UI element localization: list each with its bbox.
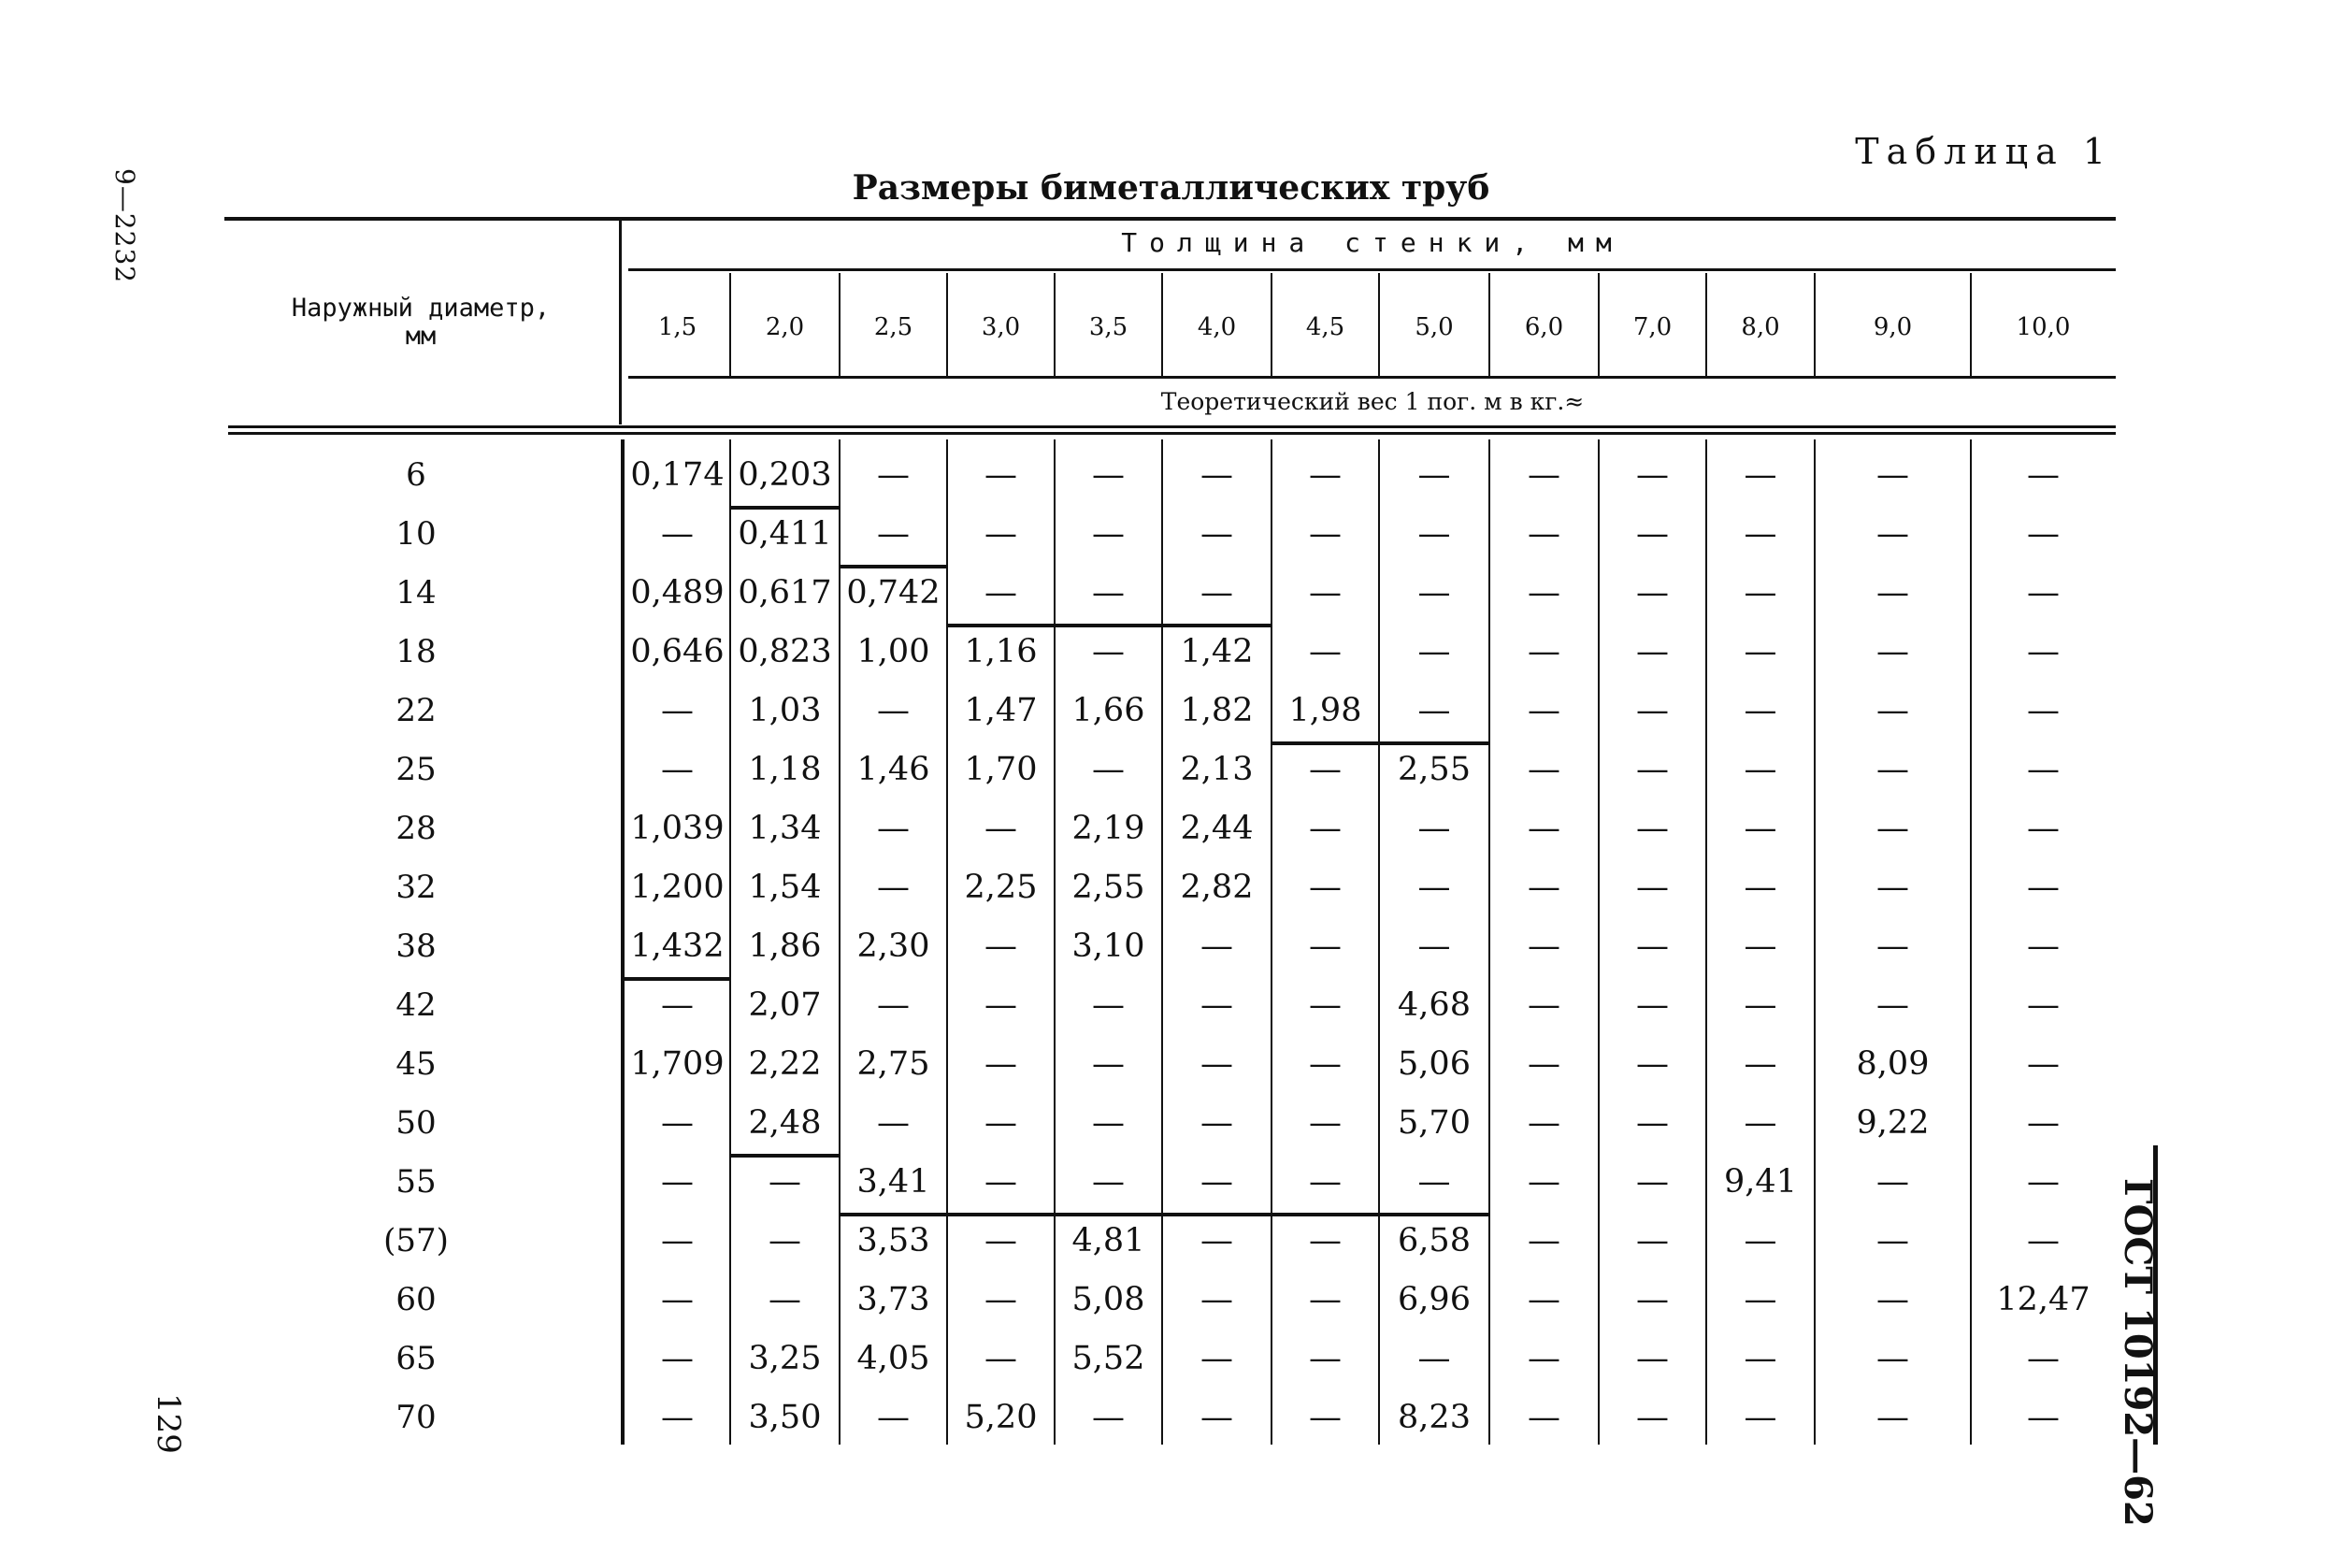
- weight-cell: 3,53: [856, 1222, 930, 1259]
- weight-cell: —: [1876, 456, 1909, 494]
- weight-cell: 0,823: [738, 633, 832, 670]
- weight-cell: 0,489: [630, 574, 725, 611]
- weight-cell: —: [1309, 869, 1342, 906]
- weight-cell: 0,411: [738, 515, 832, 553]
- thickness-label: 10,0: [2016, 313, 2071, 341]
- weight-cell: —: [1092, 456, 1125, 494]
- thickness-divider: [1598, 273, 1600, 376]
- weight-cell: —: [984, 1222, 1017, 1259]
- weight-cell: —: [1417, 1340, 1451, 1377]
- weight-cell: —: [1636, 1340, 1669, 1377]
- weight-cell: 3,10: [1071, 928, 1145, 965]
- weight-cell: —: [1092, 1104, 1125, 1142]
- boundary-rule: [1272, 741, 1489, 745]
- thickness-divider: [839, 273, 841, 376]
- weight-cell: —: [1744, 456, 1777, 494]
- weight-cell: 0,617: [738, 574, 832, 611]
- weight-cell: —: [1528, 1045, 1560, 1083]
- thickness-label: 5,0: [1415, 313, 1454, 341]
- weight-cell: —: [1744, 1281, 1777, 1318]
- weight-cell: 2,07: [748, 986, 822, 1024]
- weight-cell: —: [1200, 1281, 1233, 1318]
- weight-cell: —: [1876, 810, 1909, 847]
- boundary-rule: [840, 565, 947, 568]
- weight-cell: —: [1309, 1045, 1342, 1083]
- weight-cell: 5,70: [1398, 1104, 1471, 1142]
- boundary-rule: [625, 977, 730, 981]
- thickness-label: 4,0: [1197, 313, 1237, 341]
- weight-cell: —: [1417, 456, 1451, 494]
- weight-cell: —: [1744, 1399, 1777, 1436]
- weight-cell: —: [2027, 574, 2060, 611]
- weight-cell: —: [2027, 1340, 2060, 1377]
- weight-cell: —: [1744, 810, 1777, 847]
- weight-cell: 2,44: [1180, 810, 1254, 847]
- weight-cell: —: [1744, 751, 1777, 788]
- weight-cell: 8,23: [1398, 1399, 1471, 1436]
- weight-cell: —: [1636, 928, 1669, 965]
- weight-cell: —: [1092, 1399, 1125, 1436]
- weight-cell: 12,47: [1996, 1281, 2091, 1318]
- weight-cell: —: [661, 1281, 694, 1318]
- weight-cell: —: [877, 1399, 910, 1436]
- weight-cell: —: [1417, 810, 1451, 847]
- weight-cell: —: [1744, 986, 1777, 1024]
- weight-cell: 2,19: [1071, 810, 1145, 847]
- diameter-value: (57): [383, 1222, 449, 1259]
- weight-cell: —: [1417, 692, 1451, 729]
- weight-cell: —: [1876, 1163, 1909, 1201]
- weight-cell: —: [2027, 1399, 2060, 1436]
- thickness-label: 2,0: [765, 313, 805, 341]
- thickness-divider: [729, 273, 731, 376]
- weight-cell: 1,16: [964, 633, 1038, 670]
- weight-cell: 5,08: [1071, 1281, 1145, 1318]
- header-divider: [619, 221, 622, 424]
- weight-cell: —: [984, 1340, 1017, 1377]
- weight-cell: —: [1744, 869, 1777, 906]
- weight-cell: —: [1309, 1104, 1342, 1142]
- weight-cell: —: [1528, 1104, 1560, 1142]
- weight-header: Теоретический вес 1 пог. м в кг.≈: [1160, 388, 1585, 415]
- weight-cell: —: [1309, 515, 1342, 553]
- weight-cell: —: [1528, 1163, 1560, 1201]
- weight-cell: —: [1528, 574, 1560, 611]
- weight-cell: 0,203: [738, 456, 832, 494]
- weight-cell: —: [1744, 1340, 1777, 1377]
- boundary-rule: [730, 506, 840, 510]
- weight-cell: —: [1092, 633, 1125, 670]
- weight-cell: —: [769, 1222, 801, 1259]
- thickness-divider: [1054, 273, 1056, 376]
- weight-cell: —: [1417, 1163, 1451, 1201]
- diameter-value: 32: [395, 869, 437, 906]
- weight-cell: 1,709: [630, 1045, 725, 1083]
- diameter-value: 50: [395, 1104, 437, 1142]
- diameter-value: 45: [395, 1045, 437, 1083]
- weight-cell: —: [1309, 1163, 1342, 1201]
- weight-cell: 3,25: [748, 1340, 822, 1377]
- weight-cell: —: [1744, 574, 1777, 611]
- weight-cell: —: [1636, 692, 1669, 729]
- weight-cell: —: [1092, 574, 1125, 611]
- wall-header-rule: [628, 268, 2116, 271]
- weight-cell: —: [877, 810, 910, 847]
- boundary-rule: [947, 624, 1272, 627]
- weight-cell: —: [1876, 1281, 1909, 1318]
- wall-thickness-header: Толщина стенки, мм: [1121, 227, 1624, 258]
- weight-cell: 6,58: [1398, 1222, 1471, 1259]
- weight-cell: —: [1528, 456, 1560, 494]
- weight-cell: —: [1417, 928, 1451, 965]
- diameter-value: 14: [395, 574, 437, 611]
- weight-cell: —: [1200, 515, 1233, 553]
- weight-cell: —: [1200, 928, 1233, 965]
- weight-cell: 9,22: [1856, 1104, 1930, 1142]
- weight-cell: 2,55: [1398, 751, 1471, 788]
- weight-cell: —: [1744, 1104, 1777, 1142]
- weight-cell: —: [984, 928, 1017, 965]
- weight-cell: 1,00: [856, 633, 930, 670]
- weight-cell: —: [1528, 986, 1560, 1024]
- weight-cell: —: [2027, 810, 2060, 847]
- diameter-value: 65: [395, 1340, 437, 1377]
- weight-cell: —: [984, 1045, 1017, 1083]
- weight-cell: —: [1636, 1045, 1669, 1083]
- weight-cell: —: [984, 515, 1017, 553]
- weight-cell: —: [1200, 574, 1233, 611]
- thickness-label: 1,5: [657, 313, 697, 341]
- weight-cell: —: [877, 456, 910, 494]
- diameter-value: 18: [395, 633, 437, 670]
- weight-cell: —: [877, 869, 910, 906]
- standard-code: ГОСТ 10192—62: [2116, 1178, 2160, 1527]
- weight-cell: —: [984, 1163, 1017, 1201]
- weight-cell: —: [1309, 456, 1342, 494]
- weight-cell: —: [1636, 1281, 1669, 1318]
- weight-cell: —: [1528, 1222, 1560, 1259]
- weight-cell: —: [1528, 633, 1560, 670]
- diameter-value: 55: [395, 1163, 437, 1201]
- weight-cell: —: [1636, 633, 1669, 670]
- diameter-value: 22: [395, 692, 437, 729]
- weight-cell: 4,81: [1071, 1222, 1145, 1259]
- diameter-value: 10: [395, 515, 437, 553]
- weight-cell: —: [2027, 1045, 2060, 1083]
- weight-cell: —: [661, 1340, 694, 1377]
- weight-cell: —: [661, 1104, 694, 1142]
- thickness-label: 3,0: [981, 313, 1021, 341]
- weight-cell: —: [1309, 928, 1342, 965]
- weight-cell: —: [1876, 692, 1909, 729]
- diameter-value: 25: [395, 751, 437, 788]
- weight-cell: —: [1309, 1340, 1342, 1377]
- thickness-label: 4,5: [1305, 313, 1345, 341]
- weight-cell: —: [1636, 869, 1669, 906]
- weight-cell: —: [1636, 810, 1669, 847]
- weight-cell: —: [1200, 1163, 1233, 1201]
- weight-cell: —: [2027, 1222, 2060, 1259]
- diameter-header: [234, 295, 608, 351]
- weight-cell: —: [1876, 986, 1909, 1024]
- weight-cell: 2,48: [748, 1104, 822, 1142]
- weight-cell: 5,52: [1071, 1340, 1145, 1377]
- weight-cell: 0,174: [630, 456, 725, 494]
- weight-cell: —: [877, 515, 910, 553]
- weight-cell: —: [1092, 515, 1125, 553]
- thickness-divider: [1488, 273, 1490, 376]
- weight-cell: —: [2027, 751, 2060, 788]
- weight-cell: —: [1876, 928, 1909, 965]
- weight-cell: —: [1309, 633, 1342, 670]
- weight-cell: —: [1876, 574, 1909, 611]
- weight-cell: —: [661, 1222, 694, 1259]
- diameter-value: 42: [395, 986, 437, 1024]
- weight-cell: —: [661, 1163, 694, 1201]
- weight-cell: —: [1200, 1104, 1233, 1142]
- weight-cell: —: [1417, 869, 1451, 906]
- thickness-divider: [1705, 273, 1707, 376]
- weight-cell: —: [1528, 1399, 1560, 1436]
- weight-cell: 3,50: [748, 1399, 822, 1436]
- weight-cell: —: [2027, 869, 2060, 906]
- weight-cell: —: [1876, 515, 1909, 553]
- thickness-label: 3,5: [1088, 313, 1128, 341]
- weight-cell: —: [1876, 1399, 1909, 1436]
- header-bottom-rule-2: [228, 432, 2116, 435]
- weight-cell: —: [1200, 456, 1233, 494]
- weight-cell: —: [1092, 1163, 1125, 1201]
- diameter-value: 70: [395, 1399, 437, 1436]
- thickness-divider: [1814, 273, 1816, 376]
- weight-cell: 2,22: [748, 1045, 822, 1083]
- weight-cell: 9,41: [1724, 1163, 1797, 1201]
- boundary-rule: [730, 1154, 840, 1158]
- weight-cell: —: [1528, 869, 1560, 906]
- weight-cell: —: [1309, 810, 1342, 847]
- weight-cell: —: [661, 1399, 694, 1436]
- weight-cell: —: [1528, 692, 1560, 729]
- weight-cell: —: [1636, 1222, 1669, 1259]
- weight-cell: —: [2027, 515, 2060, 553]
- weight-cell: —: [2027, 692, 2060, 729]
- weight-cell: 1,82: [1180, 692, 1254, 729]
- weight-cell: 1,47: [964, 692, 1038, 729]
- weight-cell: —: [1636, 986, 1669, 1024]
- weight-cell: —: [1309, 986, 1342, 1024]
- thickness-divider: [1378, 273, 1380, 376]
- weight-cell: —: [1309, 1222, 1342, 1259]
- weight-cell: —: [984, 1104, 1017, 1142]
- weight-cell: 6,96: [1398, 1281, 1471, 1318]
- weight-cell: —: [1417, 515, 1451, 553]
- thickness-label: 2,5: [873, 313, 913, 341]
- weight-cell: —: [1092, 986, 1125, 1024]
- weight-cell: —: [769, 1281, 801, 1318]
- diameter-value: 60: [395, 1281, 437, 1318]
- weight-cell: —: [1309, 574, 1342, 611]
- weight-cell: —: [984, 574, 1017, 611]
- weight-cell: 1,432: [630, 928, 725, 965]
- weight-cell: 5,06: [1398, 1045, 1471, 1083]
- weight-cell: —: [661, 515, 694, 553]
- weight-cell: —: [769, 1163, 801, 1201]
- weight-cell: —: [661, 751, 694, 788]
- table-label: Таблица 1: [1855, 131, 2113, 172]
- weight-cell: 2,25: [964, 869, 1038, 906]
- weight-cell: 2,55: [1071, 869, 1145, 906]
- weight-cell: 1,46: [856, 751, 930, 788]
- weight-cell: —: [1636, 1399, 1669, 1436]
- weight-cell: 1,200: [630, 869, 725, 906]
- weight-cell: —: [1876, 751, 1909, 788]
- thickness-divider: [1271, 273, 1272, 376]
- thickness-divider: [946, 273, 948, 376]
- weight-cell: —: [1744, 692, 1777, 729]
- weight-cell: —: [1309, 1281, 1342, 1318]
- weight-cell: —: [2027, 928, 2060, 965]
- weight-cell: —: [877, 986, 910, 1024]
- weight-cell: —: [1200, 1340, 1233, 1377]
- weight-cell: 2,82: [1180, 869, 1254, 906]
- weight-cell: —: [1200, 1045, 1233, 1083]
- diameter-header-line2: мм: [405, 322, 437, 351]
- weight-cell: —: [661, 692, 694, 729]
- weight-cell: 8,09: [1856, 1045, 1930, 1083]
- weight-cell: 3,41: [856, 1163, 930, 1201]
- weight-cell: —: [1309, 751, 1342, 788]
- weight-cell: 5,20: [964, 1399, 1038, 1436]
- weight-cell: —: [1528, 515, 1560, 553]
- weight-cell: —: [1309, 1399, 1342, 1436]
- table-top-rule: [224, 217, 2116, 221]
- weight-cell: 1,70: [964, 751, 1038, 788]
- weight-cell: —: [1200, 1222, 1233, 1259]
- thickness-row-rule: [628, 376, 2116, 379]
- weight-cell: —: [1636, 1104, 1669, 1142]
- weight-cell: —: [1092, 1045, 1125, 1083]
- weight-cell: —: [1528, 810, 1560, 847]
- weight-cell: —: [1876, 633, 1909, 670]
- weight-cell: —: [1876, 869, 1909, 906]
- weight-cell: —: [984, 1281, 1017, 1318]
- weight-cell: —: [984, 456, 1017, 494]
- weight-cell: —: [1528, 751, 1560, 788]
- diameter-header-line1: Наружный диаметр,: [291, 294, 551, 323]
- weight-cell: 0,646: [630, 633, 725, 670]
- weight-cell: —: [2027, 986, 2060, 1024]
- weight-cell: 1,34: [748, 810, 822, 847]
- weight-cell: —: [984, 810, 1017, 847]
- weight-cell: 3,73: [856, 1281, 930, 1318]
- weight-cell: —: [877, 692, 910, 729]
- weight-cell: 1,98: [1288, 692, 1362, 729]
- thickness-label: 8,0: [1741, 313, 1780, 341]
- weight-cell: 1,66: [1071, 692, 1145, 729]
- weight-cell: 1,03: [748, 692, 822, 729]
- weight-cell: —: [2027, 456, 2060, 494]
- weight-cell: 1,54: [748, 869, 822, 906]
- diameter-value: 28: [395, 810, 437, 847]
- weight-cell: 2,75: [856, 1045, 930, 1083]
- diameter-value: 6: [406, 456, 426, 494]
- weight-cell: —: [1092, 751, 1125, 788]
- weight-cell: 0,742: [846, 574, 941, 611]
- weight-cell: —: [1876, 1340, 1909, 1377]
- table-title: Размеры биметаллических труб: [852, 168, 1490, 208]
- weight-cell: —: [1528, 1340, 1560, 1377]
- weight-cell: —: [1200, 1399, 1233, 1436]
- weight-cell: —: [1744, 1045, 1777, 1083]
- sheet-code: 9—2232: [109, 168, 140, 284]
- weight-cell: 2,13: [1180, 751, 1254, 788]
- weight-cell: —: [1417, 574, 1451, 611]
- weight-cell: —: [984, 986, 1017, 1024]
- weight-cell: 1,42: [1180, 633, 1254, 670]
- weight-cell: —: [1744, 928, 1777, 965]
- thickness-divider: [1970, 273, 1972, 376]
- weight-cell: —: [661, 986, 694, 1024]
- weight-cell: —: [1200, 986, 1233, 1024]
- weight-cell: —: [1636, 1163, 1669, 1201]
- weight-cell: —: [1636, 515, 1669, 553]
- weight-cell: —: [1528, 1281, 1560, 1318]
- weight-cell: —: [2027, 1163, 2060, 1201]
- thickness-divider: [1161, 273, 1163, 376]
- thickness-label: 7,0: [1632, 313, 1673, 341]
- weight-cell: —: [877, 1104, 910, 1142]
- weight-cell: —: [2027, 633, 2060, 670]
- thickness-label: 6,0: [1524, 313, 1564, 341]
- page-number: 129: [150, 1393, 187, 1454]
- weight-cell: —: [1876, 1222, 1909, 1259]
- weight-cell: 4,05: [856, 1340, 930, 1377]
- diameter-value: 38: [395, 928, 437, 965]
- weight-cell: 1,86: [748, 928, 822, 965]
- weight-cell: 4,68: [1398, 986, 1471, 1024]
- weight-cell: 1,18: [748, 751, 822, 788]
- weight-cell: —: [1744, 515, 1777, 553]
- weight-cell: —: [2027, 1104, 2060, 1142]
- weight-cell: —: [1636, 574, 1669, 611]
- weight-cell: 2,30: [856, 928, 930, 965]
- weight-cell: —: [1417, 633, 1451, 670]
- boundary-rule: [840, 1213, 1489, 1216]
- weight-cell: —: [1744, 1222, 1777, 1259]
- weight-cell: —: [1636, 456, 1669, 494]
- weight-cell: 1,039: [630, 810, 725, 847]
- weight-cell: —: [1744, 633, 1777, 670]
- weight-cell: —: [1528, 928, 1560, 965]
- header-bottom-rule-1: [228, 425, 2116, 428]
- weight-cell: —: [1636, 751, 1669, 788]
- thickness-label: 9,0: [1873, 313, 1913, 341]
